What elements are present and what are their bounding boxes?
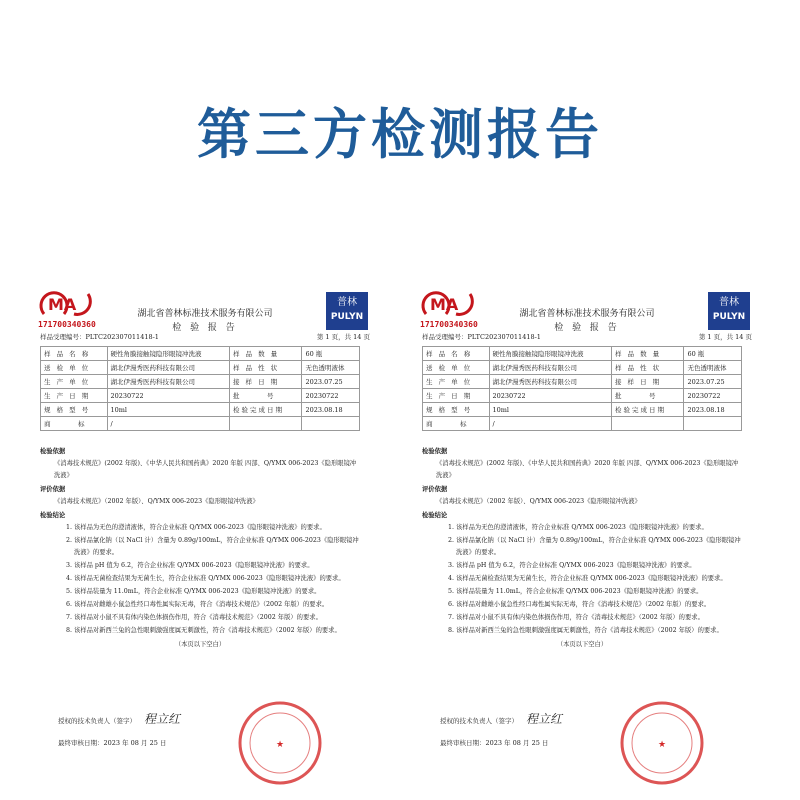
info-label: 样 品 数 量	[229, 347, 301, 361]
info-table	[40, 346, 360, 431]
report-title: 检 验 报 告	[172, 323, 238, 333]
signer-label: 授权的技术负责人（签字）	[58, 717, 136, 725]
svg-text:★: ★	[657, 740, 667, 750]
info-table	[422, 346, 742, 431]
info-value: 硬性角膜接触镜隐形眼镜冲洗液	[489, 347, 611, 361]
basis-heading: 检验依据	[40, 448, 66, 455]
conclusion-item: 1. 该样品为无色的澄清液体，符合企业标准 Q/YMX 006-2023《隐形眼镜冲洗液》的要求。	[74, 522, 360, 534]
page-count: 第 1 页，共 14 页	[698, 333, 752, 341]
conclusion-item: 8. 该样品对新西兰兔的急性眼刺激强度属无刺激性，符合《消毒技术规范》（2002 年版）的要求。	[74, 625, 360, 637]
date-line: 最终审核日期：2023 年 08 月 25 日	[440, 739, 549, 747]
info-value: 湖北伊漫秀医药科技有限公司	[107, 375, 229, 389]
badge-cn: 普林	[719, 297, 739, 308]
conclusion-item: 6. 该样品对雌雄小鼠急性经口毒性属实际无毒，符合《消毒技术规范》（2002 年版）的要求。	[456, 599, 742, 611]
badge-en: PULYN	[330, 312, 364, 322]
info-value: /	[489, 417, 611, 431]
info-row	[423, 417, 742, 431]
info-value: 湖北伊漫秀医药科技有限公司	[107, 361, 229, 375]
accept-row	[40, 332, 370, 341]
basis-text: 《消毒技术规范》(2002 年版)、《中华人民共和国药典》2020 年版 四部、Q/YMX 006-2023《隐形眼镜冲洗液》	[54, 460, 357, 479]
end-note: （本页以下空白）	[174, 641, 226, 648]
info-label: 检验完成日期	[229, 403, 301, 417]
badge-en: PULYN	[712, 312, 746, 322]
info-row	[423, 403, 742, 417]
page-headline: 第三方检测报告	[197, 103, 603, 166]
svg-text:★: ★	[275, 740, 285, 750]
conclusion-list	[422, 522, 742, 637]
basis-text: 《消毒技术规范》(2002 年版)、《中华人民共和国药典》2020 年版 四部、Q/YMX 006-2023《隐形眼镜冲洗液》	[436, 460, 739, 479]
info-label: 接 样 日 期	[611, 375, 683, 389]
report-image-left	[30, 278, 380, 798]
info-label: 样 品 性 状	[611, 361, 683, 375]
info-label: 接 样 日 期	[229, 375, 301, 389]
conclusion-item: 5. 该样品装量为 11.0mL，符合企业标准 Q/YMX 006-2023《隐形眼镜冲洗液》的要求。	[456, 586, 742, 598]
info-label: 样 品 数 量	[611, 347, 683, 361]
info-label: 规 格 型 号	[423, 403, 490, 417]
info-row	[423, 347, 742, 361]
info-label: 批 号	[229, 389, 301, 403]
conclusion-item: 6. 该样品对雌雄小鼠急性经口毒性属实际无毒，符合《消毒技术规范》（2002 年版）的要求。	[74, 599, 360, 611]
report-body	[422, 444, 742, 651]
seal-stamp	[235, 698, 325, 788]
info-value: 20230722	[302, 389, 360, 403]
signature-block	[58, 708, 180, 754]
eval-heading: 评价依据	[422, 486, 448, 493]
company-name: 湖北省普林标准技术服务有限公司	[137, 309, 273, 319]
conclusion-item: 3. 该样品 pH 值为 6.2，符合企业标准 Q/YMX 006-2023《隐形眼镜冲洗液》的要求。	[74, 560, 360, 572]
info-label: 生 产 日 期	[423, 389, 490, 403]
page-count: 第 1 页，共 14 页	[316, 333, 370, 341]
info-tbody	[423, 347, 742, 431]
info-label	[611, 417, 683, 431]
badge-cn: 普林	[337, 297, 357, 308]
info-row	[41, 389, 360, 403]
info-value: 2023.07.25	[684, 375, 742, 389]
info-row	[423, 361, 742, 375]
info-value: 60 瓶	[684, 347, 742, 361]
signature: 程立红	[144, 712, 181, 726]
accept-no: 样品受理编号：PLTC202307011418-1	[40, 333, 159, 341]
conclusion-item: 2. 该样品氯化钠（以 NaCl 计）含量为 0.89g/100mL，符合企业标准 Q/YMX 006-2023《隐形眼镜冲洗液》的要求。	[456, 535, 742, 559]
info-value: 20230722	[489, 389, 611, 403]
info-label: 样 品 性 状	[229, 361, 301, 375]
info-label: 商 标	[423, 417, 490, 431]
info-value: 湖北伊漫秀医药科技有限公司	[489, 361, 611, 375]
conclusion-item: 7. 该样品对小鼠不具有体内染色体损伤作用，符合《消毒技术规范》（2002 年版）的要求。	[456, 612, 742, 624]
info-value: 硬性角膜接触镜隐形眼镜冲洗液	[107, 347, 229, 361]
eval-text: 《消毒技术规范》（2002 年版）、Q/YMX 006-2023《隐形眼镜冲洗液》	[436, 498, 641, 505]
info-tbody	[41, 347, 360, 431]
info-label: 样 品 名 称	[423, 347, 490, 361]
info-label	[229, 417, 301, 431]
info-row	[41, 403, 360, 417]
conclusion-item: 3. 该样品 pH 值为 6.2，符合企业标准 Q/YMX 006-2023《隐形眼镜冲洗液》的要求。	[456, 560, 742, 572]
info-label: 批 号	[611, 389, 683, 403]
pulyn-badge	[708, 292, 750, 330]
svg-text:MA: MA	[48, 295, 77, 314]
signature: 程立红	[526, 712, 563, 726]
conclusion-item: 2. 该样品氯化钠（以 NaCl 计）含量为 0.89g/100mL，符合企业标准 Q/YMX 006-2023《隐形眼镜冲洗液》的要求。	[74, 535, 360, 559]
info-value: 无色透明液体	[684, 361, 742, 375]
conclusion-list	[40, 522, 360, 637]
info-row	[41, 375, 360, 389]
conclusion-item: 4. 该样品无菌检查结果为无菌生长，符合企业标准 Q/YMX 006-2023《隐形眼镜冲洗液》的要求。	[456, 573, 742, 585]
info-label: 生 产 单 位	[41, 375, 108, 389]
signer-label: 授权的技术负责人（签字）	[440, 717, 518, 725]
info-label: 送 检 单 位	[41, 361, 108, 375]
info-value	[302, 417, 360, 431]
info-row	[423, 389, 742, 403]
conclusion-heading: 检验结论	[40, 512, 66, 519]
report-image-right	[412, 278, 762, 798]
info-value: 10ml	[107, 403, 229, 417]
accept-no: 样品受理编号：PLTC202307011418-1	[422, 333, 541, 341]
conclusion-heading: 检验结论	[422, 512, 448, 519]
end-note: （本页以下空白）	[556, 641, 608, 648]
info-label: 商 标	[41, 417, 108, 431]
info-label: 样 品 名 称	[41, 347, 108, 361]
cma-code: 171700340360	[38, 320, 96, 329]
cma-code: 171700340360	[420, 320, 478, 329]
pulyn-badge	[326, 292, 368, 330]
info-label: 检验完成日期	[611, 403, 683, 417]
info-row	[41, 361, 360, 375]
info-row	[423, 375, 742, 389]
info-value: 2023.07.25	[302, 375, 360, 389]
info-value: 10ml	[489, 403, 611, 417]
info-value: /	[107, 417, 229, 431]
eval-heading: 评价依据	[40, 486, 66, 493]
info-label: 生 产 单 位	[423, 375, 490, 389]
info-value: 2023.08.18	[302, 403, 360, 417]
conclusion-item: 4. 该样品无菌检查结果为无菌生长，符合企业标准 Q/YMX 006-2023《隐形眼镜冲洗液》的要求。	[74, 573, 360, 585]
info-label: 规 格 型 号	[41, 403, 108, 417]
conclusion-item: 7. 该样品对小鼠不具有体内染色体损伤作用，符合《消毒技术规范》（2002 年版）的要求。	[74, 612, 360, 624]
svg-text:MA: MA	[430, 295, 459, 314]
info-value: 20230722	[107, 389, 229, 403]
info-value	[684, 417, 742, 431]
info-value: 60 瓶	[302, 347, 360, 361]
report-title: 检 验 报 告	[554, 323, 620, 333]
seal-stamp	[617, 698, 707, 788]
date-line: 最终审核日期：2023 年 08 月 25 日	[58, 739, 167, 747]
info-value: 湖北伊漫秀医药科技有限公司	[489, 375, 611, 389]
info-label: 送 检 单 位	[423, 361, 490, 375]
info-value: 无色透明液体	[302, 361, 360, 375]
conclusion-item: 5. 该样品装量为 11.0mL，符合企业标准 Q/YMX 006-2023《隐形眼镜冲洗液》的要求。	[74, 586, 360, 598]
report-body	[40, 444, 360, 651]
eval-text: 《消毒技术规范》（2002 年版）、Q/YMX 006-2023《隐形眼镜冲洗液》	[54, 498, 259, 505]
info-row	[41, 417, 360, 431]
info-label: 生 产 日 期	[41, 389, 108, 403]
info-value: 20230722	[684, 389, 742, 403]
conclusion-item: 1. 该样品为无色的澄清液体，符合企业标准 Q/YMX 006-2023《隐形眼镜冲洗液》的要求。	[456, 522, 742, 534]
company-name: 湖北省普林标准技术服务有限公司	[519, 309, 655, 319]
info-row	[41, 347, 360, 361]
signature-block	[440, 708, 562, 754]
basis-heading: 检验依据	[422, 448, 448, 455]
conclusion-item: 8. 该样品对新西兰兔的急性眼刺激强度属无刺激性，符合《消毒技术规范》（2002 年版）的要求。	[456, 625, 742, 637]
info-value: 2023.08.18	[684, 403, 742, 417]
accept-row	[422, 332, 752, 341]
